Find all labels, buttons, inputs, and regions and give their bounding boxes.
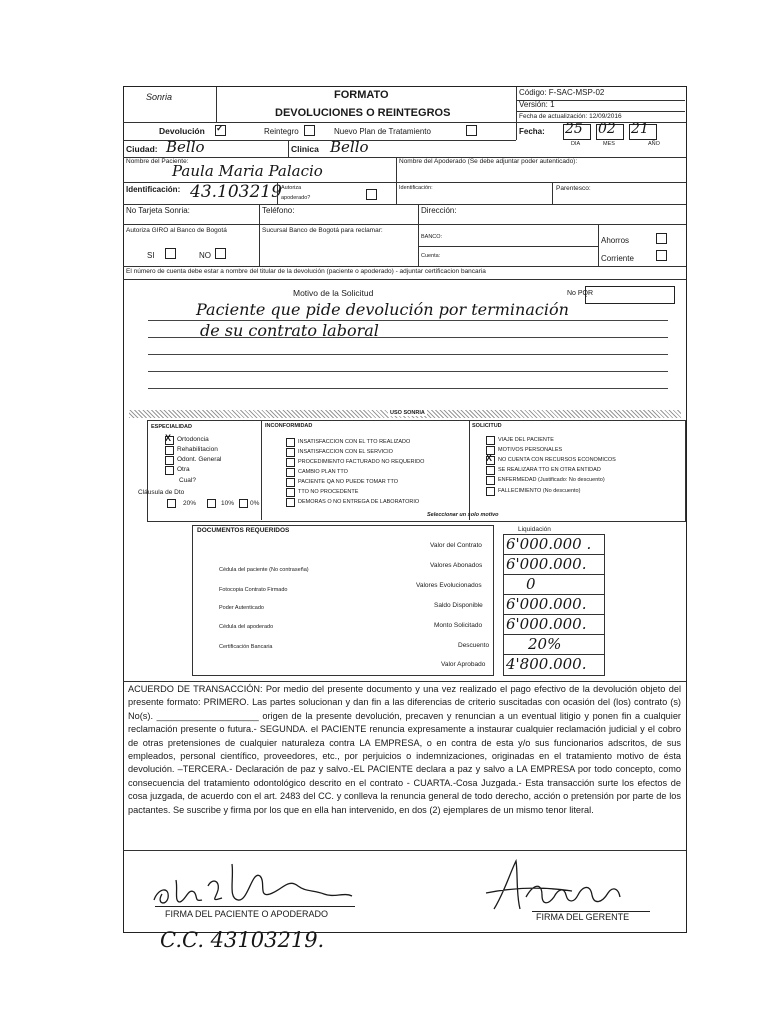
solicitud-item: ENFERMEDAD (Justificado: No descuento) [498, 477, 605, 483]
documento-item: Cédula del paciente (No contraseña) [219, 567, 309, 573]
motivo-text-line1: Paciente que pide devolución por terminación [196, 300, 569, 319]
logo: Sonria [146, 92, 173, 102]
fecha-actualizacion: Fecha de actualización: 12/09/2016 [519, 113, 622, 120]
fecha-label: Fecha: [519, 127, 545, 136]
apoderado-label: Nombre del Apoderado (Se debe adjuntar poder autenticado): [399, 158, 578, 165]
clinica-label: Clinica [291, 144, 319, 154]
clausula-10-label: 10% [221, 500, 235, 507]
inconformidad-checkbox[interactable] [286, 448, 295, 457]
solicitud-footer: Seleccionar un solo motivo [427, 512, 499, 518]
apoderado-q-label: apoderado? [281, 195, 311, 201]
clausula-20-label: 20% [183, 500, 197, 507]
cual-label: Cual? [179, 477, 196, 484]
liquidacion-label: Saldo Disponible [434, 602, 483, 609]
signature-paciente [148, 850, 368, 912]
giro-si-checkbox[interactable] [165, 248, 176, 259]
solicitud-checkbox[interactable] [486, 476, 495, 485]
inconformidad-item: PROCEDIMIENTO FACTURADO NO REQUERIDO [298, 459, 425, 465]
telefono-label: Teléfono: [262, 206, 295, 215]
parentesco-label: Parentesco: [556, 185, 591, 192]
direccion-label: Dirección: [421, 206, 457, 215]
solicitud-item: NO CUENTA CON RECURSOS ECONOMICOS [498, 457, 616, 463]
devolucion-label: Devolución [159, 126, 205, 136]
form-subtitle: DEVOLUCIONES O REINTEGROS [275, 107, 451, 119]
inconformidad-item: DEMORAS O NO ENTREGA DE LABORATORIO [298, 499, 420, 505]
documento-item: Fotocopia Contrato Firmado [219, 587, 288, 593]
inconformidad-item: INSATISFACCION CON EL TTO REALIZADO [298, 439, 411, 445]
autoriza-apoderado-checkbox[interactable] [366, 189, 377, 200]
documento-item: Poder Autenticado [219, 605, 264, 611]
pqr-label: No PQR [567, 290, 594, 297]
corriente-label: Corriente [601, 254, 634, 263]
x-mark-icon: X [165, 433, 172, 443]
inconformidad-item: PACIENTE QA NO PUEDE TOMAR TTO [298, 479, 399, 485]
ciudad-value: Bello [166, 138, 205, 156]
nombre-paciente-label: Nombre del Paciente: [126, 158, 189, 165]
inconformidad-checkbox[interactable] [286, 438, 295, 447]
giro-no-checkbox[interactable] [215, 248, 226, 259]
inconformidad-title: INCONFORMIDAD [265, 423, 313, 429]
anio-label: AÑO [648, 141, 660, 147]
liquidacion-label: Valor Aprobado [441, 661, 486, 668]
firma-gerente-label: FIRMA DEL GERENTE [536, 912, 630, 922]
corriente-checkbox[interactable] [656, 250, 667, 261]
motivo-label: Motivo de la Solicitud [293, 288, 374, 298]
version-text: Versión: 1 [519, 100, 555, 109]
liquidacion-value: 6'000.000. [506, 555, 587, 573]
clausula-0-checkbox[interactable] [239, 499, 248, 508]
nombre-paciente-value: Paula Maria Palacio [172, 162, 323, 180]
liquidacion-value: 6'000.000. [506, 615, 587, 633]
liquidacion-label: Valores Abonados [430, 562, 483, 569]
solicitud-title: SOLICITUD [472, 423, 502, 429]
inconformidad-item: INSATISFACCION CON EL SERVICIO [298, 449, 393, 455]
inconformidad-item: TTO NO PROCEDENTE [298, 489, 359, 495]
mes-label: MES [603, 141, 615, 147]
especialidad-item: Ortodoncia [177, 436, 209, 443]
liquidacion-value: 4'800.000. [506, 655, 587, 673]
reintegro-checkbox[interactable] [304, 125, 315, 136]
autoriza-label: Autoriza [281, 185, 302, 191]
signature-gerente [476, 853, 646, 918]
liquidacion-label: Descuento [458, 642, 490, 649]
nuevo-plan-checkbox[interactable] [466, 125, 477, 136]
especialidad-item: Otra [177, 466, 190, 473]
solicitud-item: FALLECIMIENTO (No descuento) [498, 488, 581, 494]
fecha-mes-value: 02 [598, 121, 616, 137]
motivo-text-line2: de su contrato laboral [200, 321, 379, 340]
especialidad-item: Rehabilitacion [177, 446, 218, 453]
firma-paciente-label: FIRMA DEL PACIENTE O APODERADO [165, 909, 329, 919]
solicitud-item: MOTIVOS PERSONALES [498, 447, 563, 453]
inconformidad-item: CAMBIO PLAN TTO [298, 469, 348, 475]
ahorros-checkbox[interactable] [656, 233, 667, 244]
identificacion-value: 43.103219 [190, 182, 282, 202]
inconformidad-checkbox[interactable] [286, 488, 295, 497]
reintegro-label: Reintegro [264, 127, 299, 136]
solicitud-item: SE REALIZARA TTO EN OTRA ENTIDAD [498, 467, 601, 473]
solicitud-item: VIAJE DEL PACIENTE [498, 437, 554, 443]
clinica-value: Bello [330, 138, 369, 156]
pqr-box[interactable] [585, 286, 675, 304]
cc-handwritten: C.C. 43103219. [160, 928, 325, 952]
documentos-title: DOCUMENTOS REQUERIDOS [197, 527, 290, 534]
especialidad-title: ESPECIALIDAD [151, 424, 192, 430]
dia-label: DIA [571, 141, 581, 147]
solicitud-checkbox[interactable] [486, 466, 495, 475]
giro-label: Autoriza GIRO al Banco de Bogotá [126, 227, 227, 234]
liquidacion-label: Valor del Contrato [430, 542, 482, 549]
nuevo-plan-label: Nuevo Plan de Tratamiento [334, 127, 431, 136]
liquidacion-value: 0 [526, 575, 536, 593]
liquidacion-value: 6'000.000 . [506, 535, 592, 553]
check-mark-icon: ✓ [216, 123, 224, 133]
tarjeta-label: No Tarjeta Sonria: [126, 206, 190, 215]
solicitud-checkbox[interactable] [486, 487, 495, 496]
banco-label: BANCO: [421, 234, 443, 240]
inconformidad-checkbox[interactable] [286, 498, 295, 507]
fecha-dia-value: 25 [565, 121, 583, 137]
codigo-text: Código: F-SAC-MSP-02 [519, 88, 605, 97]
documento-item: Certificación Bancaria [219, 644, 273, 650]
documento-item: Cédula del apoderado [219, 624, 274, 630]
liquidacion-value: 6'000.000. [506, 595, 587, 613]
fecha-anio-value: 21 [631, 121, 649, 137]
clausula-20-checkbox[interactable] [167, 499, 176, 508]
inconformidad-checkbox[interactable] [286, 468, 295, 477]
clausula-0-label: 0% [250, 500, 260, 507]
sucursal-label: Sucursal Banco de Bogotá para reclamar: [262, 227, 383, 234]
ciudad-label: Ciudad: [126, 144, 158, 154]
cuenta-note: El número de cuenta debe estar a nombre del titular de la devolución (paciente o apoderado) - adjuntar certificacion bancaria [126, 268, 486, 275]
x-mark-icon: X [486, 453, 493, 463]
solicitud-checkbox[interactable] [486, 436, 495, 445]
liquidacion-label: Valores Evolucionados [416, 582, 482, 589]
acuerdo-text: ACUERDO DE TRANSACCIÓN: Por medio del presente documento y una vez realizado el pago efectivo de la devolución objeto del presente formato: PRIMERO. Las partes solucionan y dan fin a las diferencias de criterio suscitadas con ocasión del (los) contrato (s) No(s). ____________________ origen de la presente devolución, precaven y renuncian a un eventual litigio y ponen fin a cualquier reclamación presente o futura.- SEGUNDA. el PACIENTE renuncia expresamente a instaurar cualquier reclamación judicial y el cobro de otras pretensiones de cualquier naturaleza contra LA EMPRESA, o en contra de esta y/o sus funcionarios adscritos, de sus empleados, personal científico, proveedores, etc., por perjuicios o indemnizaciones, originadas en el tratamiento motivo de ésta devolución. –TERCERA.- Declaración de paz y salvo.-EL PACIENTE declara a paz y salvo a LA EMPRESA por todo concepto, como consecuencia del tratamiento odontológico descrito en el contrato - CUARTA.-Cosa Juzgada.- Esta transacción surte los efectos de cosa juzgada, de acuerdo con el art. 2483 del CC. y conlleva la renuncia general de todo derecho, acción o pretensión por parte de los pactantes. Se suscribe y firma por los que en ella han intervenido, en dos (2) ejemplares de un mismo tenor literal. [128, 684, 681, 815]
uso-sonria-label: USO SONRIA [390, 410, 425, 416]
liquidacion-label: Monto Solicitado [434, 622, 483, 629]
especialidad-checkbox-odont-general[interactable] [165, 456, 174, 465]
inconformidad-checkbox[interactable] [286, 478, 295, 487]
clausula-label: Cláusula de Dto [138, 489, 185, 496]
especialidad-checkbox-otra[interactable] [165, 466, 174, 475]
form-title: FORMATO [334, 89, 389, 101]
si-label: SI [147, 251, 155, 260]
cuenta-label: Cuenta: [421, 253, 441, 259]
clausula-10-checkbox[interactable] [207, 499, 216, 508]
liquidacion-value: 20% [528, 635, 562, 653]
ahorros-label: Ahorros [601, 236, 630, 245]
identificacion-apoderado-label: Identificación: [399, 185, 433, 191]
liquidacion-title: Liquidación [518, 526, 551, 533]
inconformidad-checkbox[interactable] [286, 458, 295, 467]
no-label: NO [199, 251, 211, 260]
especialidad-item: Odont. General [177, 456, 222, 463]
identificacion-label: Identificación: [126, 185, 181, 194]
especialidad-checkbox-rehabilitacion[interactable] [165, 446, 174, 455]
